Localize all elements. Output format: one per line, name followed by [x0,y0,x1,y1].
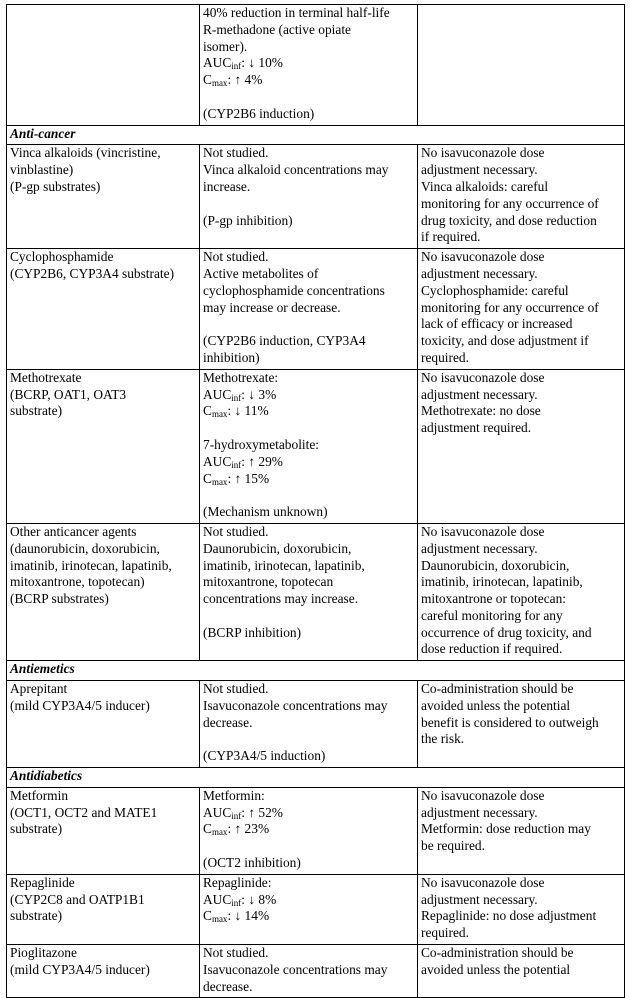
text-line: benefit is considered to outweigh [421,714,599,730]
text-line: isomer). [203,38,248,54]
parameter-label: C [203,908,212,924]
parameter-subscript: max [211,914,228,925]
text-line: adjustment necessary. [421,162,538,178]
text-line: decrease. [203,978,253,994]
parameter-label: AUC [203,804,232,820]
text-line: Methotrexate: [203,369,279,385]
text-line: adjustment necessary. [421,540,538,556]
text-line: occurrence of drug toxicity, and [421,624,592,640]
text-line: R-methadone (active opiate [203,21,351,37]
text-line [203,892,415,909]
text-line: (BCRP, OAT1, OAT3 [10,386,127,402]
text-line: No isavuconazole dose [421,249,545,265]
table-row [7,787,625,874]
table-row [7,249,625,370]
drug-cell [7,681,200,768]
text-line: (Mechanism unknown) [203,504,328,520]
text-line: (CYP3A4/5 induction) [203,748,326,764]
text-line [203,403,415,420]
effect-cell [200,249,418,370]
text-line: cyclophosphamide concentrations [203,282,385,298]
parameter-label: C [203,72,212,88]
parameter-label: C [203,821,212,837]
text-line: No isavuconazole dose [421,874,545,890]
text-line: adjustment necessary. [421,891,538,907]
text-line: substrate) [10,908,63,924]
text-line: adjustment required. [421,420,532,436]
drug-cell [7,5,200,126]
text-line: increase. [203,178,251,194]
parameter-label: AUC [203,891,232,907]
text-line: (BCRP inhibition) [203,624,302,640]
table-row [7,945,625,998]
text-line [203,454,415,471]
text-line: dose reduction if required. [421,641,563,657]
parameter-value: : ↑ 23% [227,821,270,837]
text-line [203,471,415,488]
drug-cell [7,145,200,249]
text-line: Not studied. [203,681,269,697]
text-line: be required. [421,838,485,854]
text-line: Repaglinide: no dose adjustment [421,908,597,924]
text-line: Repaglinide [10,874,75,890]
parameter-value: : ↑ 52% [241,804,283,820]
text-line: 7-hydroxymetabolite: [203,436,320,452]
table-row [7,369,625,523]
text-line: Not studied. [203,145,269,161]
text-line: Vinca alkaloids: careful [421,178,549,194]
text-line: No isavuconazole dose [421,369,545,385]
text-line: Daunorubicin, doxorubicin, [203,540,352,556]
parameter-label: AUC [203,453,232,469]
recommendation-cell [418,369,625,523]
recommendation-cell [418,874,625,944]
drug-cell [7,249,200,370]
text-line: Repaglinide: [203,874,272,890]
blank-line [203,731,415,748]
effect-cell [200,787,418,874]
text-line: (OCT2 inhibition) [203,855,301,871]
parameter-value: : ↑ 29% [241,453,283,469]
parameter-value: : ↓ 8% [241,891,277,907]
text-line: imatinib, irinotecan, lapatinib, [421,574,583,590]
text-line: may increase or decrease. [203,299,341,315]
text-line [203,821,415,838]
text-line: inhibition) [203,349,260,365]
table-row [7,874,625,944]
recommendation-cell [418,523,625,660]
blank-line [203,838,415,855]
text-line: Isavuconazole concentrations may [203,961,388,977]
section-header-row [7,661,625,681]
drug-cell [7,523,200,660]
text-line: vinblastine) [10,162,74,178]
text-line: avoided unless the potential [421,961,571,977]
text-line: Active metabolites of [203,265,319,281]
text-line: (CYP2C8 and OATP1B1 [10,891,145,907]
text-line: adjustment necessary. [421,265,538,281]
text-line: Methotrexate: no dose [421,403,541,419]
text-line: adjustment necessary. [421,386,538,402]
text-line: Not studied. [203,523,269,539]
parameter-value: : ↑ 15% [227,470,270,486]
text-line: decrease. [203,714,253,730]
recommendation-cell [418,787,625,874]
effect-cell [200,681,418,768]
parameter-value: : ↓ 10% [241,55,283,71]
text-line: required. [421,925,469,941]
recommendation-cell [418,5,625,126]
text-line [203,805,415,822]
text-line: (CYP2B6, CYP3A4 substrate) [10,265,175,281]
parameter-subscript: max [211,476,228,487]
parameter-value: : ↓ 3% [241,386,277,402]
text-line: Not studied. [203,249,269,265]
text-line: monitoring for any occurrence of [421,195,599,211]
drug-interaction-table [6,4,625,998]
parameter-label: C [203,403,212,419]
text-line: mitoxantrone, topotecan [203,574,334,590]
text-line: avoided unless the potential [421,697,571,713]
text-line: (OCT1, OCT2 and MATE1 [10,804,158,820]
text-line: Other anticancer agents [10,523,137,539]
text-line: Isavuconazole concentrations may [203,697,388,713]
text-line: Cyclophosphamide: careful [421,282,569,298]
recommendation-cell [418,945,625,998]
section-header-row [7,125,625,145]
section-header: Anti-cancer [7,125,625,145]
blank-line [203,89,415,106]
parameter-value: : ↓ 11% [227,403,269,419]
text-line [203,72,415,89]
recommendation-cell [418,145,625,249]
table-row [7,523,625,660]
text-line: No isavuconazole dose [421,523,545,539]
effect-cell [200,145,418,249]
text-line: Cyclophosphamide [10,249,114,265]
effect-cell [200,523,418,660]
text-line: concentrations may increase. [203,591,359,607]
parameter-label: AUC [203,386,232,402]
text-line: Daunorubicin, doxorubicin, [421,557,570,573]
parameter-subscript: inf [231,392,242,403]
parameter-subscript: max [211,827,228,838]
text-line: Vinca alkaloid concentrations may [203,162,389,178]
text-line: imatinib, irinotecan, lapatinib, [10,557,172,573]
effect-cell [200,5,418,126]
parameter-subscript: inf [231,61,242,72]
text-line: Aprepitant [10,681,68,697]
text-line [203,55,415,72]
effect-cell [200,945,418,998]
effect-cell [200,874,418,944]
text-line: Co-administration should be [421,945,574,961]
text-line: Co-administration should be [421,681,574,697]
blank-line [203,316,415,333]
text-line: (daunorubicin, doxorubicin, [10,540,160,556]
text-line: 40% reduction in terminal half-life [203,5,390,20]
text-line: Metformin [10,787,69,803]
text-line: mitoxantrone or topotecan: [421,591,567,607]
table-row [7,5,625,126]
parameter-value: : ↑ 4% [227,72,263,88]
blank-line [203,196,415,213]
text-line: imatinib, irinotecan, lapatinib, [203,557,365,573]
text-line: Metformin: [203,787,265,803]
text-line: drug toxicity, and dose reduction [421,212,597,228]
drug-cell [7,369,200,523]
parameter-label: AUC [203,55,232,71]
text-line: careful monitoring for any [421,607,563,623]
blank-line [203,420,415,437]
text-line: mitoxantrone, topotecan) [10,574,145,590]
text-line: Pioglitazone [10,945,77,961]
parameter-label: C [203,470,212,486]
text-line [203,908,415,925]
text-line: the risk. [421,731,465,747]
text-line: (mild CYP3A4/5 inducer) [10,697,150,713]
recommendation-cell [418,249,625,370]
table-row [7,681,625,768]
text-line: (CYP2B6 induction) [203,105,315,121]
text-line: (BCRP substrates) [10,591,109,607]
text-line: substrate) [10,821,63,837]
parameter-value: : ↓ 14% [227,908,270,924]
text-line: Methotrexate [10,369,82,385]
text-line: lack of efficacy or increased [421,316,573,332]
text-line: Metformin: dose reduction may [421,821,591,837]
text-line: Not studied. [203,945,269,961]
text-line: (P-gp inhibition) [203,212,293,228]
text-line: No isavuconazole dose [421,787,545,803]
text-line: required. [421,349,469,365]
text-line: (P-gp substrates) [10,178,101,194]
drug-cell [7,874,200,944]
parameter-subscript: max [211,78,228,89]
text-line: adjustment necessary. [421,804,538,820]
section-header: Antiemetics [7,661,625,681]
drug-cell [7,945,200,998]
text-line: No isavuconazole dose [421,145,545,161]
parameter-subscript: inf [231,897,242,908]
text-line: (mild CYP3A4/5 inducer) [10,961,150,977]
blank-line [203,608,415,625]
drug-cell [7,787,200,874]
text-line: (CYP2B6 induction, CYP3A4 [203,333,366,349]
section-header: Antidiabetics [7,768,625,788]
text-line: monitoring for any occurrence of [421,299,599,315]
text-line [203,387,415,404]
parameter-subscript: inf [231,810,242,821]
text-line: Vinca alkaloids (vincristine, [10,145,161,161]
text-line: substrate) [10,403,63,419]
parameter-subscript: inf [231,459,242,470]
blank-line [203,487,415,504]
effect-cell [200,369,418,523]
section-header-row [7,768,625,788]
table-row [7,145,625,249]
parameter-subscript: max [211,409,228,420]
text-line: if required. [421,229,481,245]
table-body [7,5,625,998]
text-line: toxicity, and dose adjustment if [421,333,589,349]
recommendation-cell [418,681,625,768]
